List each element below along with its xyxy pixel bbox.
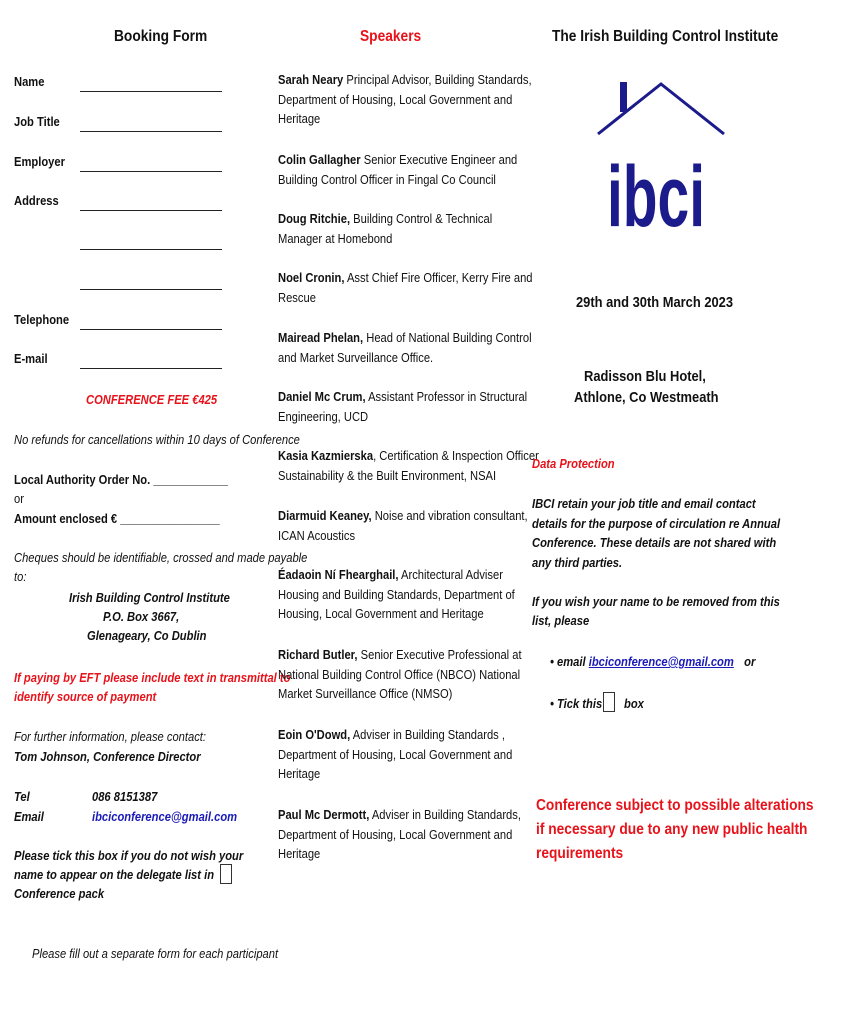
tick-box-note: Please tick this box if you do not wish your name to appear on the delegate list in Conference pack bbox=[14, 848, 244, 901]
speaker-role-line bbox=[278, 109, 573, 129]
removal-box-label: box bbox=[624, 696, 644, 711]
address-label: Address bbox=[14, 193, 59, 208]
removal-option-email: • email ibciconference@gmail.com or bbox=[550, 654, 756, 669]
conference-notice: Conference subject to possible alterations if necessary due to any new public health requirements bbox=[536, 797, 814, 862]
speaker-name-line bbox=[278, 387, 568, 407]
speaker-name: Doug Ritchie, bbox=[278, 211, 351, 226]
name-field[interactable] bbox=[80, 80, 222, 92]
speaker-role: ICAN Acoustics bbox=[278, 527, 356, 543]
speaker-role: Assistant Professor in Structural bbox=[368, 389, 528, 404]
speaker-entry bbox=[278, 565, 553, 624]
conference-fee: CONFERENCE FEE €425 bbox=[86, 392, 218, 407]
email-field[interactable] bbox=[80, 357, 222, 369]
speaker-name-line bbox=[278, 268, 574, 288]
speaker-role: Manager at Homebond bbox=[278, 230, 393, 246]
speaker-role-line bbox=[278, 604, 553, 624]
speaker-entry bbox=[278, 645, 561, 704]
removal-email-link[interactable]: ibciconference@gmail.com bbox=[588, 654, 734, 669]
speaker-role: Adviser in Building Standards , bbox=[352, 727, 505, 742]
speaker-role-line bbox=[278, 170, 556, 190]
speaker-role-line bbox=[278, 745, 550, 765]
speaker-name-line bbox=[278, 805, 561, 825]
speaker-name-line bbox=[278, 70, 573, 90]
speaker-name-line bbox=[278, 150, 556, 170]
speaker-role: Department of Housing, Local Government and bbox=[278, 91, 513, 107]
speaker-role-line bbox=[278, 288, 574, 308]
separate-form-note: Please fill out a separate form for each participant bbox=[32, 946, 279, 961]
speaker-role: National Building Control Office (NBCO) National bbox=[278, 666, 521, 682]
job-title-field[interactable] bbox=[80, 120, 222, 132]
venue-line-1: Radisson Blu Hotel, bbox=[584, 368, 706, 385]
speaker-role-line bbox=[278, 90, 573, 110]
speaker-role-line bbox=[278, 348, 573, 368]
address-field-1[interactable] bbox=[80, 199, 222, 211]
speaker-entry bbox=[278, 506, 568, 545]
speaker-name-line bbox=[278, 565, 553, 585]
speaker-role: and Market Surveillance Office. bbox=[278, 349, 434, 365]
speaker-role: Asst Chief Fire Officer, Kerry Fire and bbox=[346, 270, 533, 285]
employer-field[interactable] bbox=[80, 160, 222, 172]
eft-note: If paying by EFT please include text in transmittal to identify source of payment bbox=[14, 670, 291, 704]
speaker-role: , Certification & Inspection Officer bbox=[373, 448, 539, 463]
data-protection-heading: Data Protection bbox=[532, 456, 615, 471]
speaker-name: Eoin O'Dowd, bbox=[278, 727, 351, 742]
tel-label: Tel bbox=[14, 789, 30, 804]
speaker-role: Adviser in Building Standards, bbox=[371, 807, 521, 822]
contact-name: Tom Johnson, Conference Director bbox=[14, 749, 201, 764]
logo-text: ibci bbox=[607, 149, 705, 245]
speaker-entry bbox=[278, 209, 527, 248]
telephone-label: Telephone bbox=[14, 312, 70, 327]
further-info: For further information, please contact: bbox=[14, 729, 207, 744]
speaker-role-line bbox=[278, 764, 550, 784]
speaker-role-line bbox=[278, 585, 553, 605]
speaker-role-line bbox=[278, 844, 561, 864]
amount-enclosed[interactable]: Amount enclosed € ________________ bbox=[14, 511, 220, 526]
speaker-role: Heritage bbox=[278, 846, 321, 861]
removal-option-tick: • Tick this bbox=[550, 696, 603, 711]
speaker-role: Noise and vibration consultant, bbox=[374, 508, 528, 523]
speaker-name-line bbox=[278, 725, 550, 745]
removal-note: If you wish your name to be removed from this list, please bbox=[532, 594, 780, 628]
speaker-entry bbox=[278, 725, 550, 784]
speaker-entry bbox=[278, 150, 556, 189]
speaker-name: Colin Gallagher bbox=[278, 152, 361, 167]
speaker-role: Heritage bbox=[278, 766, 321, 781]
speaker-name-line bbox=[278, 328, 573, 348]
speaker-role: Department of Housing, Local Government and bbox=[278, 746, 513, 762]
email-label: E-mail bbox=[14, 351, 48, 366]
speaker-role-line bbox=[278, 526, 568, 546]
email-contact-label: Email bbox=[14, 809, 44, 824]
speaker-name-line bbox=[278, 209, 527, 229]
speaker-role-line bbox=[278, 684, 561, 704]
speaker-name-line bbox=[278, 645, 561, 665]
speaker-name: Daniel Mc Crum, bbox=[278, 389, 366, 404]
speaker-role-line bbox=[278, 665, 561, 685]
venue-line-2: Athlone, Co Westmeath bbox=[574, 389, 719, 406]
email-contact-link[interactable]: ibciconference@gmail.com bbox=[92, 809, 238, 824]
speaker-role: Head of National Building Control bbox=[366, 330, 532, 345]
speaker-role: Department of Housing, Local Government and bbox=[278, 826, 513, 842]
speaker-role-line bbox=[278, 229, 527, 249]
no-refunds-note: No refunds for cancellations within 10 days of Conference bbox=[14, 432, 300, 447]
booking-form-heading: Booking Form bbox=[114, 28, 208, 45]
local-authority-order[interactable]: Local Authority Order No. ____________ bbox=[14, 472, 228, 487]
speaker-role-line bbox=[278, 407, 568, 427]
speaker-entry bbox=[278, 70, 573, 129]
speaker-entry bbox=[278, 268, 574, 307]
speaker-role: Building Control & Technical bbox=[353, 211, 493, 226]
speaker-role: Market Surveillance Office (NMSO) bbox=[278, 686, 453, 701]
speaker-entry bbox=[278, 805, 561, 864]
speakers-heading: Speakers bbox=[360, 28, 422, 45]
delegate-list-checkbox[interactable] bbox=[220, 864, 232, 884]
tel-value: 086 8151387 bbox=[92, 789, 158, 804]
conference-dates: 29th and 30th March 2023 bbox=[576, 294, 734, 311]
speaker-role: Engineering, UCD bbox=[278, 408, 369, 424]
speaker-role: Rescue bbox=[278, 289, 316, 305]
speaker-name: Éadaoin Ní Fhearghail, bbox=[278, 567, 399, 582]
address-field-3[interactable] bbox=[80, 278, 222, 290]
ibci-logo bbox=[596, 82, 726, 245]
payee-address: Irish Building Control Institute P.O. Box 3667, Glenageary, Co Dublin bbox=[69, 590, 230, 643]
speaker-entry bbox=[278, 387, 568, 426]
speaker-role: Principal Advisor, Building Standards, bbox=[346, 72, 532, 87]
or-text: or bbox=[14, 491, 24, 506]
logo-roof bbox=[598, 84, 724, 134]
speaker-role: Sustainability & the Built Environment, NSAI bbox=[278, 467, 497, 483]
cheques-note: Cheques should be identifiable, crossed and made payable to: bbox=[14, 550, 308, 584]
speaker-role: Housing and Building Standards, Department of bbox=[278, 586, 515, 602]
speaker-role: Senior Executive Engineer and bbox=[363, 152, 518, 167]
logo-chimney bbox=[620, 82, 627, 112]
speaker-role-line bbox=[278, 825, 561, 845]
removal-checkbox[interactable] bbox=[603, 692, 615, 712]
name-label: Name bbox=[14, 74, 45, 89]
speaker-name: Kasia Kazmierska bbox=[278, 448, 374, 463]
speaker-role: Heritage bbox=[278, 111, 321, 126]
speaker-name: Diarmuid Keaney, bbox=[278, 508, 372, 523]
speaker-role: Architectural Adviser bbox=[401, 567, 503, 582]
speaker-name-line bbox=[278, 506, 568, 526]
institute-heading: The Irish Building Control Institute bbox=[552, 28, 779, 45]
job-title-label: Job Title bbox=[14, 114, 60, 129]
speaker-name: Noel Cronin, bbox=[278, 270, 345, 285]
telephone-field[interactable] bbox=[80, 318, 222, 330]
speaker-role: Housing, Local Government and Heritage bbox=[278, 606, 484, 621]
address-field-2[interactable] bbox=[80, 238, 222, 250]
speaker-role: Building Control Officer in Fingal Co Council bbox=[278, 171, 496, 187]
data-protection-text: IBCI retain your job title and email contact details for the purpose of circulation re Annual Conference. These details are not shared with any third parties. bbox=[532, 496, 781, 570]
speaker-name: Mairead Phelan, bbox=[278, 330, 364, 345]
speaker-role: Senior Executive Professional at bbox=[360, 647, 522, 662]
speaker-entry bbox=[278, 328, 573, 367]
speaker-name: Sarah Neary bbox=[278, 72, 344, 87]
employer-label: Employer bbox=[14, 154, 65, 169]
speaker-name: Richard Butler, bbox=[278, 647, 358, 662]
speaker-name: Paul Mc Dermott, bbox=[278, 807, 370, 822]
